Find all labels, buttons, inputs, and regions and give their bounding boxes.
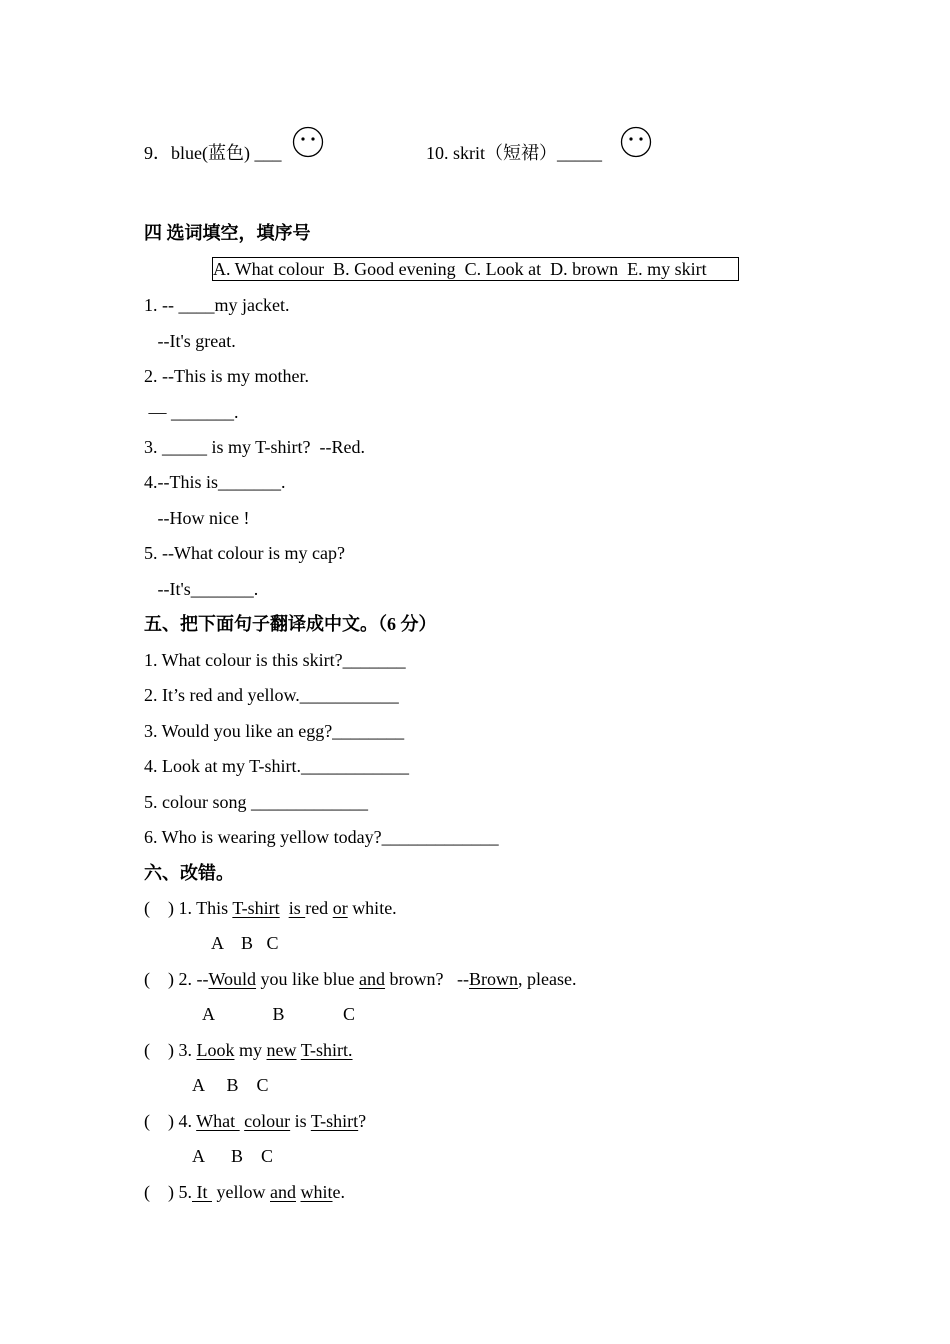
part6-heading: 六、改错。	[144, 863, 234, 883]
part5-line: 4. Look at my T-shirt.____________	[144, 756, 409, 776]
q-text: , please.	[518, 969, 577, 989]
option-c: or	[332, 898, 348, 918]
option-c: whit	[300, 1182, 333, 1202]
option-letters: A B C	[192, 1075, 269, 1095]
q-text	[280, 898, 289, 918]
q-text: yellow	[212, 1182, 270, 1202]
correction-question-1	[144, 897, 397, 919]
option-a: It	[192, 1182, 212, 1202]
smiley-face-icon	[620, 126, 652, 158]
part5-heading: 五、把下面句子翻译成中文。（6 分）	[144, 614, 437, 634]
option-a: T-shirt	[232, 898, 280, 918]
part4-line: 3. _____ is my T-shirt? --Red.	[144, 437, 365, 457]
option-letters: A B C	[211, 933, 279, 953]
option-c: T-shirt	[310, 1111, 359, 1131]
correction-question-2	[144, 968, 577, 990]
q-text: white.	[347, 898, 397, 918]
q-prefix: ( ) 4.	[144, 1111, 197, 1131]
part4-line: 4.--This is_______.	[144, 472, 286, 492]
part5-line: 5. colour song _____________	[144, 792, 368, 812]
correction-question-4	[144, 1110, 366, 1132]
word-options-box: A. What colour B. Good evening C. Look at D. brown E. my skirt	[212, 257, 739, 281]
q-prefix: ( ) 1. This	[144, 898, 233, 918]
smiley-face-icon	[292, 126, 324, 158]
option-a: Look	[196, 1040, 235, 1060]
correction-question-5	[144, 1181, 345, 1203]
q-text: is	[290, 1111, 311, 1131]
q-text: ?	[358, 1111, 367, 1131]
correction-question-3	[144, 1039, 353, 1061]
q9-text: 9．blue(蓝色) ___	[144, 143, 282, 163]
part5-line: 1. What colour is this skirt?_______	[144, 650, 406, 670]
part4-heading: 四 选词填空，填序号	[144, 223, 311, 243]
option-b: colour	[244, 1111, 291, 1131]
q-text: my	[234, 1040, 267, 1060]
part4-line: 1. -- ____my jacket.	[144, 295, 290, 315]
option-b: and	[359, 969, 386, 989]
part4-line: --It's great.	[144, 331, 236, 351]
option-b: and	[270, 1182, 296, 1202]
option-c: T-shirt.	[300, 1040, 353, 1060]
part5-line: 6. Who is wearing yellow today?_____________	[144, 827, 499, 847]
option-letters: A B C	[202, 1004, 356, 1024]
option-letters: A B C	[192, 1146, 274, 1166]
part4-line: --It's_______.	[144, 579, 259, 599]
q10-line	[426, 142, 602, 164]
part5-line: 2. It’s red and yellow.___________	[144, 685, 399, 705]
option-c: Brown	[469, 969, 519, 989]
part4-line: — _______.	[144, 402, 239, 422]
part4-line: 2. --This is my mother.	[144, 366, 309, 386]
part4-line: --How nice !	[144, 508, 250, 528]
q-prefix: ( ) 2. --	[144, 969, 209, 989]
q-text: e.	[332, 1182, 346, 1202]
part5-line: 3. Would you like an egg?________	[144, 721, 405, 741]
part4-line: 5. --What colour is my cap?	[144, 543, 345, 563]
option-b: is	[288, 898, 306, 918]
option-a: What	[196, 1111, 240, 1131]
q-text: you like blue	[256, 969, 360, 989]
q-text: red	[305, 898, 333, 918]
option-b: new	[266, 1040, 297, 1060]
q9-line	[144, 142, 281, 164]
q-prefix: ( ) 5.	[144, 1182, 192, 1202]
q10-text: 10. skrit（短裙）_____	[426, 143, 603, 163]
q-prefix: ( ) 3.	[144, 1040, 197, 1060]
option-a: Would	[208, 969, 257, 989]
q-text: brown? --	[385, 969, 470, 989]
